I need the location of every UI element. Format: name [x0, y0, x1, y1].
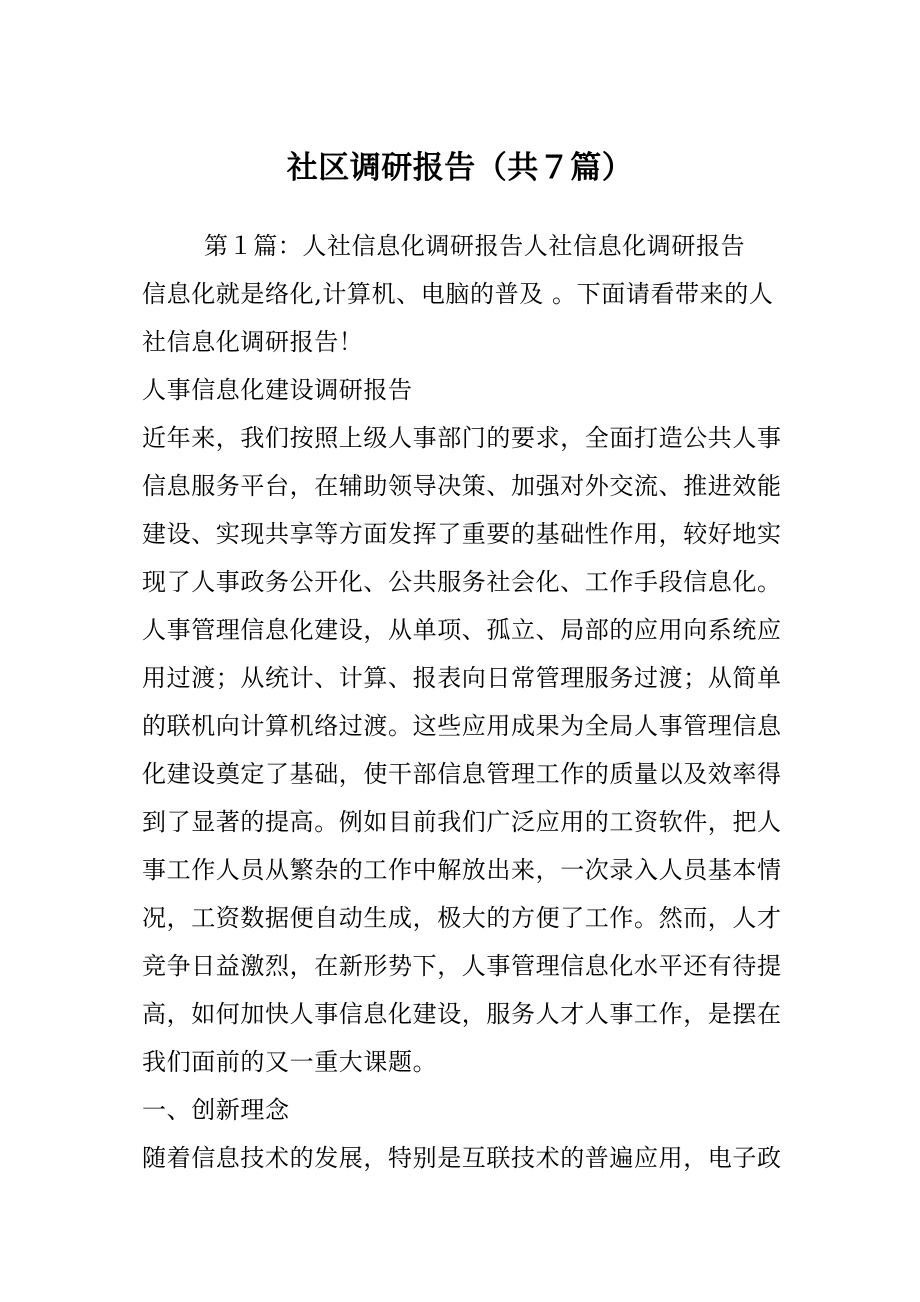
body-line: 用过渡；从统计、计算、报表向日常管理服务过渡；从简单 — [142, 664, 782, 692]
intro-line: 社信息化调研报告！ — [142, 328, 364, 356]
body-line: 信息服务平台，在辅助领导决策、加强对外交流、推进效能 — [142, 472, 782, 500]
body-line: 建设、实现共享等方面发挥了重要的基础性作用，较好地实 — [142, 520, 782, 548]
body-line: 事工作人员从繁杂的工作中解放出来，一次录入人员基本情 — [142, 856, 782, 884]
chapter-heading: 第１篇：人社信息化调研报告人社信息化调研报告 — [204, 232, 746, 260]
body-line: 近年来，我们按照上级人事部门的要求，全面打造公共人事 — [142, 424, 782, 452]
section-heading: 人事信息化建设调研报告 — [142, 376, 413, 404]
document-title: 社区调研报告（共７篇） — [286, 150, 634, 186]
intro-line: 信息化就是络化,计算机、电脑的普及 。下面请看带来的人 — [142, 280, 774, 308]
body-line: 化建设奠定了基础，使干部信息管理工作的质量以及效率得 — [142, 760, 782, 788]
body-line: 现了人事政务公开化、公共服务社会化、工作手段信息化。 — [142, 568, 782, 596]
body-line: 人事管理信息化建设，从单项、孤立、局部的应用向系统应 — [142, 616, 782, 644]
body-line: 高，如何加快人事信息化建设，服务人才人事工作，是摆在 — [142, 1000, 782, 1028]
body-line: 到了显著的提高。例如目前我们广泛应用的工资软件，把人 — [142, 808, 782, 836]
body-line: 随着信息技术的发展，特别是互联技术的普遍应用，电子政 — [142, 1144, 782, 1172]
body-line: 况，工资数据便自动生成，极大的方便了工作。然而，人才 — [142, 904, 782, 932]
body-line: 竞争日益激烈，在新形势下，人事管理信息化水平还有待提 — [142, 952, 782, 980]
body-line: 我们面前的又一重大课题。 — [142, 1048, 438, 1076]
body-line: 的联机向计算机络过渡。这些应用成果为全局人事管理信息 — [142, 712, 782, 740]
subsection-heading: 一、创新理念 — [142, 1096, 290, 1124]
